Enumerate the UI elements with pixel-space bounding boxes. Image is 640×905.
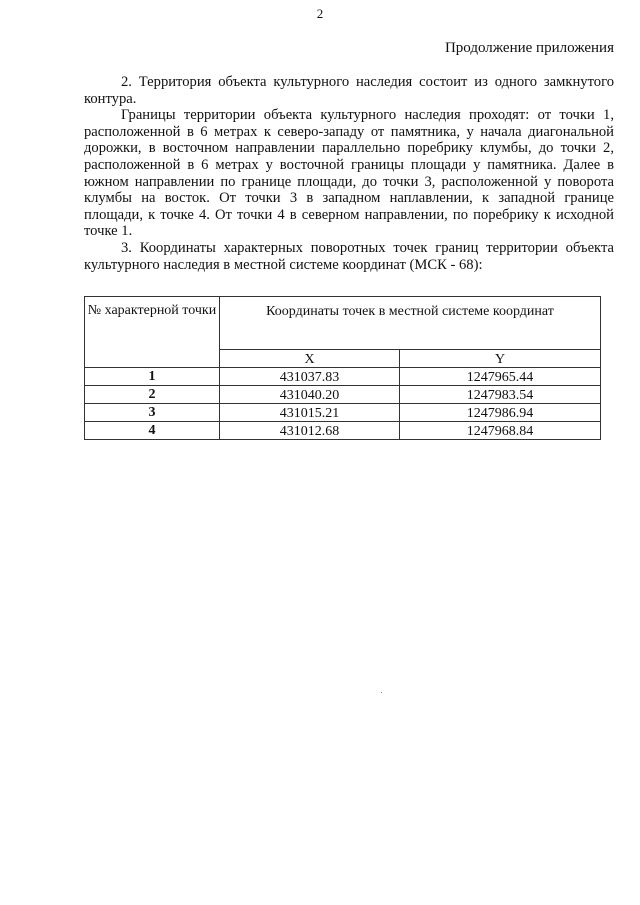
cell-y: 1247986.94 xyxy=(400,404,601,422)
cell-x: 431040.20 xyxy=(220,386,400,404)
cell-point: 1 xyxy=(85,368,220,386)
table-header-row xyxy=(85,297,601,350)
table-row xyxy=(85,368,601,386)
cell-point: 3 xyxy=(85,404,220,422)
cell-y: 1247983.54 xyxy=(400,386,601,404)
paragraph-territory: 2. Территория объекта культурного наследия состоит из одного замкнутого контура. xyxy=(84,74,614,107)
cell-point: 2 xyxy=(85,386,220,404)
scan-dot xyxy=(381,692,382,693)
cell-point: 4 xyxy=(85,422,220,440)
header-y: Y xyxy=(400,350,601,368)
document-body xyxy=(84,74,614,273)
header-x: X xyxy=(220,350,400,368)
cell-y: 1247968.84 xyxy=(400,422,601,440)
header-point-number: № характерной точки xyxy=(85,297,220,368)
table-row xyxy=(85,404,601,422)
cell-x: 431015.21 xyxy=(220,404,400,422)
paragraph-boundaries: Границы территории объекта культурного наследия проходят: от точки 1, расположенной в 6 метрах к северо-западу от памятника, у начала диагональной дорожки, в восточном направлении параллельно поребрику клумбы, до точки 2, расположенной в 6 метрах у восточной границы площади у памятника. Далее в южном направлении по границе площади, до точки 3, расположенной у поворота клумбы на восток. От точки 3 в западном наплавлении, к западной границе площади, к точке 4. От точки 4 в северном направлении, по поребрику к исходной точке 1. xyxy=(84,107,614,240)
appendix-note: Продолжение приложения xyxy=(444,40,614,56)
cell-x: 431037.83 xyxy=(220,368,400,386)
cell-y: 1247965.44 xyxy=(400,368,601,386)
coordinates-table xyxy=(84,296,601,440)
table-row xyxy=(85,422,601,440)
page-number: 2 xyxy=(316,6,324,21)
cell-x: 431012.68 xyxy=(220,422,400,440)
header-coordinates: Координаты точек в местной системе координат xyxy=(220,297,601,350)
paragraph-coordinates: 3. Координаты характерных поворотных точек границ территории объекта культурного наследия в местной системе координат (МСК - 68): xyxy=(84,239,614,273)
table-row xyxy=(85,386,601,404)
